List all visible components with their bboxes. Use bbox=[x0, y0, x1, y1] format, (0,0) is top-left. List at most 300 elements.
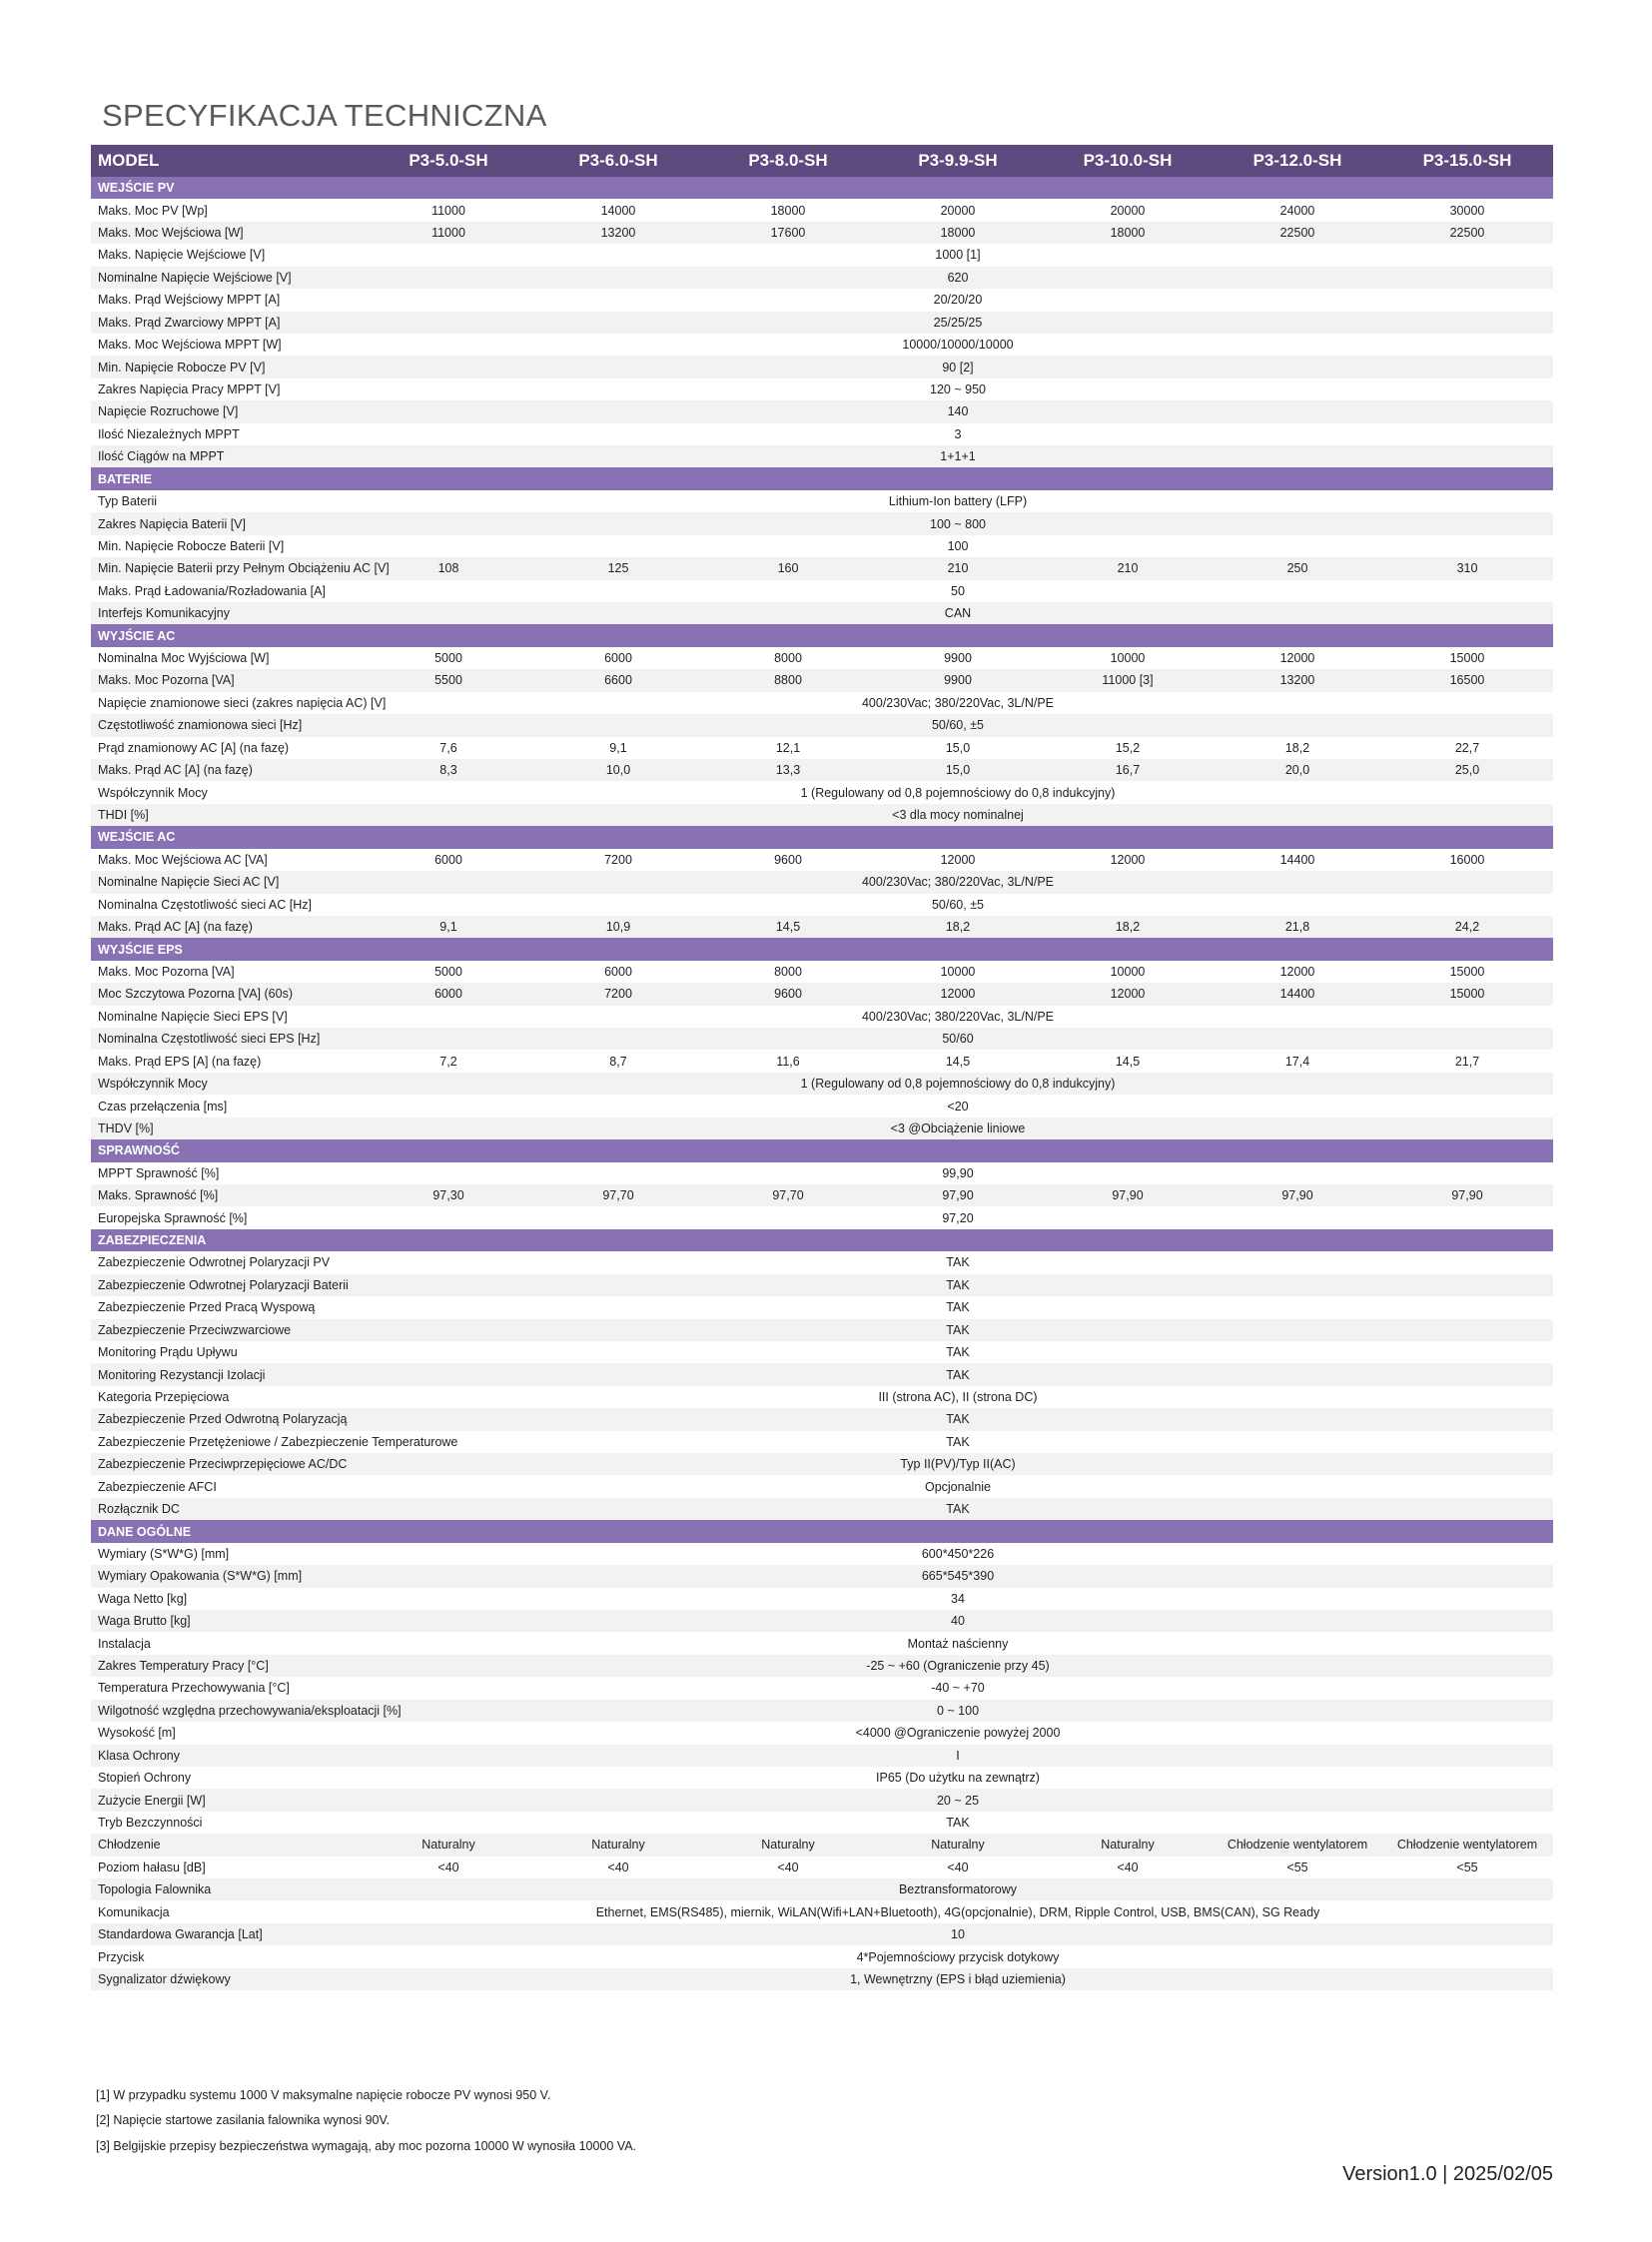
row-value: 12000 bbox=[1110, 987, 1146, 1002]
row-label: THDV [%] bbox=[98, 1121, 154, 1135]
row-value: Chłodzenie wentylatorem bbox=[1396, 1838, 1538, 1853]
row-value: Naturalny bbox=[761, 1838, 815, 1853]
version-label: Version1.0 | 2025/02/05 bbox=[1342, 2163, 1553, 2185]
row-label: Zabezpieczenie Przeciwzwarciowe bbox=[98, 1322, 292, 1337]
row-value: 6600 bbox=[604, 673, 632, 688]
row-value-merged: TAK bbox=[946, 1502, 970, 1517]
row-label: THDI [%] bbox=[98, 808, 149, 823]
row-value-merged: Typ II(PV)/Typ II(AC) bbox=[900, 1457, 1016, 1472]
row-value-merged: 20/20/20 bbox=[933, 293, 983, 308]
row-value: 20000 bbox=[940, 203, 976, 218]
table-row bbox=[91, 1296, 1553, 1318]
row-value: Naturalny bbox=[931, 1838, 985, 1853]
row-value: 18000 bbox=[1110, 226, 1146, 241]
row-value: 11000 [3] bbox=[1102, 673, 1154, 688]
model-header-p3-6.0-sh: P3-6.0-SH bbox=[578, 151, 658, 170]
row-value: 97,90 bbox=[1281, 1188, 1313, 1203]
row-value: 8000 bbox=[774, 651, 802, 666]
row-label: Moc Szczytowa Pozorna [VA] (60s) bbox=[98, 987, 293, 1002]
row-label: Zabezpieczenie AFCI bbox=[98, 1479, 217, 1494]
section-header: WYJŚCIE AC bbox=[91, 624, 1553, 646]
row-label: Współczynnik Mocy bbox=[98, 785, 208, 800]
row-value: 13200 bbox=[600, 226, 636, 241]
row-value-merged: Montaż naścienny bbox=[907, 1636, 1009, 1651]
row-label: Standardowa Gwarancja [Lat] bbox=[98, 1927, 263, 1942]
table-row bbox=[91, 423, 1553, 445]
row-value: 9600 bbox=[774, 852, 802, 867]
row-label: Waga Brutto [kg] bbox=[98, 1614, 191, 1629]
row-label: Klasa Ochrony bbox=[98, 1748, 180, 1763]
table-row bbox=[91, 1028, 1553, 1050]
row-value: 16500 bbox=[1449, 673, 1485, 688]
row-value: 6000 bbox=[434, 987, 462, 1002]
row-value-merged: 10000/10000/10000 bbox=[902, 338, 1014, 353]
row-value: 12000 bbox=[940, 987, 976, 1002]
row-value: 9900 bbox=[944, 673, 972, 688]
table-row bbox=[91, 1923, 1553, 1945]
table-header-row bbox=[91, 145, 1553, 177]
row-value: 97,70 bbox=[772, 1188, 804, 1203]
row-value: 13200 bbox=[1279, 673, 1315, 688]
row-label: Poziom hałasu [dB] bbox=[98, 1860, 206, 1874]
row-label: Zabezpieczenie Odwrotnej Polaryzacji Baterii bbox=[98, 1277, 349, 1292]
row-value: 14,5 bbox=[775, 920, 801, 935]
footnote-3: [3] Belgijskie przepisy bezpieczeństwa wymagają, aby moc pozorna 10000 W wynosiła 10000 VA. bbox=[96, 2139, 637, 2153]
table-row bbox=[91, 1050, 1553, 1072]
table-row bbox=[91, 490, 1553, 512]
row-value: 5500 bbox=[434, 673, 462, 688]
row-label: Stopień Ochrony bbox=[98, 1771, 192, 1786]
table-row bbox=[91, 1251, 1553, 1273]
row-label: Instalacja bbox=[98, 1636, 151, 1651]
table-row bbox=[91, 602, 1553, 624]
row-value: 12000 bbox=[1279, 964, 1315, 979]
row-value: 310 bbox=[1456, 561, 1478, 576]
row-value: <40 bbox=[607, 1860, 629, 1874]
row-value: 17600 bbox=[770, 226, 806, 241]
row-value-merged: <20 bbox=[947, 1099, 969, 1114]
table-row bbox=[91, 1162, 1553, 1184]
table-row bbox=[91, 1095, 1553, 1117]
table-row bbox=[91, 1655, 1553, 1677]
row-label: Zabezpieczenie Przed Pracą Wyspową bbox=[98, 1300, 316, 1315]
row-value-merged: <3 @Obciążenie liniowe bbox=[890, 1121, 1026, 1135]
table-row bbox=[91, 1610, 1553, 1632]
row-value: 14000 bbox=[600, 203, 636, 218]
row-value: 25,0 bbox=[1454, 763, 1480, 778]
row-value-merged: Opcjonalnie bbox=[924, 1479, 991, 1494]
row-value-merged: 1 (Regulowany od 0,8 pojemnościowy do 0,8 indukcyjny) bbox=[800, 1077, 1116, 1092]
row-label: Europejska Sprawność [%] bbox=[98, 1210, 248, 1225]
table-row bbox=[91, 1498, 1553, 1520]
row-value: 12000 bbox=[1110, 852, 1146, 867]
row-label: Nominalna Częstotliwość sieci EPS [Hz] bbox=[98, 1032, 321, 1047]
row-value-merged: TAK bbox=[946, 1367, 970, 1382]
row-label: Maks. Prąd Wejściowy MPPT [A] bbox=[98, 293, 281, 308]
row-label: Maks. Prąd Zwarciowy MPPT [A] bbox=[98, 315, 281, 330]
row-value: 20000 bbox=[1110, 203, 1146, 218]
row-value-merged: <3 dla mocy nominalnej bbox=[892, 808, 1024, 823]
section-header: SPRAWNOŚĆ bbox=[91, 1139, 1553, 1161]
row-label: Wymiary Opakowania (S*W*G) [mm] bbox=[98, 1569, 303, 1584]
section-header: BATERIE bbox=[91, 467, 1553, 489]
table-row bbox=[91, 1767, 1553, 1789]
row-value-merged: 20 ~ 25 bbox=[936, 1793, 980, 1808]
row-value-merged: 400/230Vac; 380/220Vac, 3L/N/PE bbox=[861, 875, 1055, 890]
row-value: 22500 bbox=[1449, 226, 1485, 241]
row-value: 24,2 bbox=[1454, 920, 1480, 935]
row-label: Maks. Moc Wejściowa MPPT [W] bbox=[98, 338, 282, 353]
row-value-merged: 25/25/25 bbox=[933, 315, 983, 330]
row-label: Maks. Napięcie Wejściowe [V] bbox=[98, 248, 266, 263]
row-value: 9,1 bbox=[439, 920, 457, 935]
table-row bbox=[91, 267, 1553, 289]
table-row bbox=[91, 557, 1553, 579]
table-row bbox=[91, 1834, 1553, 1856]
row-value: 10,9 bbox=[605, 920, 631, 935]
row-value-merged: Beztransformatorowy bbox=[898, 1882, 1018, 1897]
row-label: Napięcie Rozruchowe [V] bbox=[98, 404, 239, 419]
model-header-p3-12.0-sh: P3-12.0-SH bbox=[1252, 151, 1342, 170]
row-value: 16000 bbox=[1449, 852, 1485, 867]
table-row bbox=[91, 244, 1553, 266]
row-value-merged: 400/230Vac; 380/220Vac, 3L/N/PE bbox=[861, 1009, 1055, 1024]
table-row bbox=[91, 961, 1553, 983]
table-row bbox=[91, 1453, 1553, 1475]
table-row bbox=[91, 356, 1553, 377]
row-value-merged: 600*450*226 bbox=[921, 1546, 995, 1561]
table-row bbox=[91, 669, 1553, 691]
row-label: Maks. Prąd Ładowania/Rozładowania [A] bbox=[98, 583, 326, 598]
row-value: 8000 bbox=[774, 964, 802, 979]
row-value-merged: 120 ~ 950 bbox=[930, 382, 986, 396]
row-value-merged: 40 bbox=[951, 1614, 965, 1629]
row-value: 11000 bbox=[431, 226, 465, 241]
row-value: <40 bbox=[777, 1860, 799, 1874]
row-value: 7200 bbox=[604, 987, 632, 1002]
row-label: Współczynnik Mocy bbox=[98, 1077, 208, 1092]
row-label: Zakres Napięcia Baterii [V] bbox=[98, 516, 246, 531]
row-value: 5000 bbox=[434, 964, 462, 979]
row-value: 9,1 bbox=[609, 740, 627, 755]
row-value: 9600 bbox=[774, 987, 802, 1002]
row-value: 18,2 bbox=[1284, 740, 1310, 755]
model-header-p3-5.0-sh: P3-5.0-SH bbox=[409, 151, 488, 170]
row-value-merged: TAK bbox=[946, 1277, 970, 1292]
table-row bbox=[91, 804, 1553, 826]
table-row bbox=[91, 781, 1553, 803]
row-label: Napięcie znamionowe sieci (zakres napięcia AC) [V] bbox=[98, 695, 387, 710]
table-row bbox=[91, 1408, 1553, 1430]
row-value-merged: 1000 [1] bbox=[935, 248, 981, 263]
table-row bbox=[91, 737, 1553, 759]
table-row bbox=[91, 1677, 1553, 1699]
row-value: 6000 bbox=[604, 651, 632, 666]
row-label: Wymiary (S*W*G) [mm] bbox=[98, 1546, 230, 1561]
row-label: Waga Netto [kg] bbox=[98, 1591, 188, 1606]
table-row bbox=[91, 1274, 1553, 1296]
row-value: 10000 bbox=[1110, 964, 1146, 979]
row-value-merged: 4*Pojemnościowy przycisk dotykowy bbox=[856, 1949, 1060, 1964]
row-value-merged: TAK bbox=[946, 1300, 970, 1315]
row-value: 9900 bbox=[944, 651, 972, 666]
row-value: 160 bbox=[777, 561, 799, 576]
row-label: Min. Napięcie Baterii przy Pełnym Obciążeniu AC [V] bbox=[98, 561, 390, 576]
table-row bbox=[91, 1543, 1553, 1565]
row-value: Naturalny bbox=[421, 1838, 475, 1853]
table-row bbox=[91, 1588, 1553, 1610]
row-value-merged: 10 bbox=[951, 1927, 965, 1942]
row-value-merged: TAK bbox=[946, 1816, 970, 1830]
row-value: 8,3 bbox=[439, 763, 457, 778]
table-row bbox=[91, 894, 1553, 916]
row-value: 21,8 bbox=[1284, 920, 1310, 935]
row-value: 18,2 bbox=[1115, 920, 1141, 935]
row-label: Wysokość [m] bbox=[98, 1726, 176, 1741]
table-row bbox=[91, 1745, 1553, 1767]
row-value: 7,6 bbox=[439, 740, 457, 755]
row-value-merged: 1 (Regulowany od 0,8 pojemnościowy do 0,8 indukcyjny) bbox=[800, 785, 1116, 800]
row-value: 6000 bbox=[434, 852, 462, 867]
row-value: 15000 bbox=[1449, 651, 1485, 666]
row-label: Nominalne Napięcie Wejściowe [V] bbox=[98, 270, 292, 285]
row-value: 15,0 bbox=[945, 740, 971, 755]
footnote-1: [1] W przypadku systemu 1000 V maksymalne napięcie robocze PV wynosi 950 V. bbox=[96, 2088, 551, 2102]
row-value: 210 bbox=[1117, 561, 1139, 576]
row-value: 10,0 bbox=[605, 763, 631, 778]
table-row bbox=[91, 983, 1553, 1005]
spec-table bbox=[91, 145, 1553, 1990]
row-value: 24000 bbox=[1279, 203, 1315, 218]
row-label: Maks. Moc Pozorna [VA] bbox=[98, 964, 235, 979]
row-value: 210 bbox=[947, 561, 969, 576]
row-label: Wilgotność względna przechowywania/eksploatacji [%] bbox=[98, 1703, 402, 1718]
row-label: Chłodzenie bbox=[98, 1838, 161, 1853]
row-label: Zakres Temperatury Pracy [°C] bbox=[98, 1659, 269, 1674]
row-value-merged: 620 bbox=[947, 270, 969, 285]
row-value-merged: 1, Wewnętrzny (EPS i błąd uziemienia) bbox=[850, 1971, 1066, 1986]
page-title: SPECYFIKACJA TECHNICZNA bbox=[102, 98, 547, 133]
row-value: 14,5 bbox=[1115, 1054, 1141, 1069]
row-value: 18000 bbox=[940, 226, 976, 241]
row-value-merged: 100 ~ 800 bbox=[930, 516, 986, 531]
row-value: Naturalny bbox=[1101, 1838, 1155, 1853]
row-value-merged: <4000 @Ograniczenie powyżej 2000 bbox=[855, 1726, 1061, 1741]
row-label: Ilość Niezależnych MPPT bbox=[98, 426, 240, 441]
row-value-merged: TAK bbox=[946, 1255, 970, 1270]
row-label: Rozłącznik DC bbox=[98, 1502, 180, 1517]
table-row bbox=[91, 1968, 1553, 1990]
row-value: Naturalny bbox=[591, 1838, 645, 1853]
row-value: <40 bbox=[1117, 1860, 1139, 1874]
table-row bbox=[91, 692, 1553, 714]
row-label: Zabezpieczenie Przed Odwrotną Polaryzacją bbox=[98, 1412, 348, 1427]
row-value: 12000 bbox=[1279, 651, 1315, 666]
table-row bbox=[91, 1073, 1553, 1095]
row-value: 21,7 bbox=[1454, 1054, 1480, 1069]
table-row bbox=[91, 1632, 1553, 1654]
row-label: Min. Napięcie Robocze PV [V] bbox=[98, 360, 266, 374]
row-value: 16,7 bbox=[1115, 763, 1141, 778]
row-label: Maks. Moc Wejściowa AC [VA] bbox=[98, 852, 268, 867]
row-label: Typ Baterii bbox=[98, 494, 158, 509]
row-value: 8,7 bbox=[609, 1054, 627, 1069]
row-value-merged: TAK bbox=[946, 1434, 970, 1449]
row-value: 250 bbox=[1286, 561, 1308, 576]
row-value: 11000 bbox=[431, 203, 465, 218]
table-row bbox=[91, 916, 1553, 938]
table-row bbox=[91, 1789, 1553, 1811]
table-row bbox=[91, 1475, 1553, 1497]
row-value: 30000 bbox=[1449, 203, 1485, 218]
model-header-label: MODEL bbox=[98, 151, 160, 170]
row-value-merged: TAK bbox=[946, 1412, 970, 1427]
model-header-p3-8.0-sh: P3-8.0-SH bbox=[748, 151, 828, 170]
table-row bbox=[91, 1431, 1553, 1453]
section-header: WEJŚCIE AC bbox=[91, 826, 1553, 848]
row-label: Monitoring Rezystancji Izolacji bbox=[98, 1367, 266, 1382]
row-value: 22,7 bbox=[1454, 740, 1480, 755]
row-value: 20,0 bbox=[1284, 763, 1310, 778]
row-label: Zabezpieczenie Przetężeniowe / Zabezpieczenie Temperaturowe bbox=[98, 1434, 458, 1449]
row-value: <55 bbox=[1456, 1860, 1478, 1874]
row-value: 11,6 bbox=[776, 1054, 800, 1069]
row-value: 97,90 bbox=[1112, 1188, 1144, 1203]
row-value-merged: 140 bbox=[947, 404, 969, 419]
row-label: Zabezpieczenie Przeciwprzepięciowe AC/DC bbox=[98, 1457, 348, 1472]
table-row bbox=[91, 871, 1553, 893]
row-value-merged: 0 ~ 100 bbox=[936, 1703, 980, 1718]
row-value-merged: 50/60, ±5 bbox=[931, 718, 985, 733]
row-value: 14400 bbox=[1279, 987, 1315, 1002]
row-label: Maks. Prąd AC [A] (na fazę) bbox=[98, 920, 253, 935]
row-value: 18,2 bbox=[945, 920, 971, 935]
row-value-merged: TAK bbox=[946, 1345, 970, 1360]
row-label: Monitoring Prądu Upływu bbox=[98, 1345, 238, 1360]
row-value: <40 bbox=[437, 1860, 459, 1874]
table-row bbox=[91, 1118, 1553, 1139]
row-label: Zabezpieczenie Odwrotnej Polaryzacji PV bbox=[98, 1255, 331, 1270]
row-label: Przycisk bbox=[98, 1949, 145, 1964]
table-row bbox=[91, 1722, 1553, 1744]
row-label: Maks. Moc Pozorna [VA] bbox=[98, 673, 235, 688]
row-label: Nominalne Napięcie Sieci AC [V] bbox=[98, 875, 280, 890]
row-value: 5000 bbox=[434, 651, 462, 666]
row-value-merged: TAK bbox=[946, 1322, 970, 1337]
row-value-merged: 50/60 bbox=[942, 1032, 974, 1047]
row-value: <40 bbox=[947, 1860, 969, 1874]
row-label: Czas przełączenia [ms] bbox=[98, 1099, 228, 1114]
table-row bbox=[91, 378, 1553, 400]
row-label: Sygnalizator dźwiękowy bbox=[98, 1971, 231, 1986]
row-value: 22500 bbox=[1279, 226, 1315, 241]
row-value: 15000 bbox=[1449, 964, 1485, 979]
row-label: Maks. Sprawność [%] bbox=[98, 1188, 219, 1203]
section-header: ZABEZPIECZENIA bbox=[91, 1229, 1553, 1251]
row-value: 10000 bbox=[940, 964, 976, 979]
table-row bbox=[91, 1878, 1553, 1900]
row-label: Kategoria Przepięciowa bbox=[98, 1389, 230, 1404]
table-row bbox=[91, 400, 1553, 422]
row-value-merged: 3 bbox=[954, 426, 962, 441]
section-header: DANE OGÓLNE bbox=[91, 1520, 1553, 1542]
row-label: Ilość Ciągów na MPPT bbox=[98, 449, 225, 464]
row-label: Maks. Moc Wejściowa [W] bbox=[98, 226, 244, 241]
row-value-merged: 34 bbox=[951, 1591, 965, 1606]
row-value-merged: CAN bbox=[944, 606, 972, 621]
table-row bbox=[91, 1900, 1553, 1922]
row-value-merged: -40 ~ +70 bbox=[931, 1681, 985, 1696]
table-row bbox=[91, 512, 1553, 534]
row-value-merged: 90 [2] bbox=[942, 360, 974, 374]
row-label: Zużycie Energii [W] bbox=[98, 1793, 206, 1808]
row-value: 12,1 bbox=[775, 740, 801, 755]
table-row bbox=[91, 199, 1553, 221]
table-row bbox=[91, 759, 1553, 781]
row-value: 108 bbox=[437, 561, 459, 576]
row-value-merged: III (strona AC), II (strona DC) bbox=[878, 1389, 1038, 1404]
model-header-p3-9.9-sh: P3-9.9-SH bbox=[918, 151, 998, 170]
row-label: MPPT Sprawność [%] bbox=[98, 1165, 220, 1180]
row-value-merged: -25 ~ +60 (Ograniczenie przy 45) bbox=[866, 1659, 1050, 1674]
row-value-merged: 400/230Vac; 380/220Vac, 3L/N/PE bbox=[861, 695, 1055, 710]
row-value: 18000 bbox=[770, 203, 806, 218]
row-label: Temperatura Przechowywania [°C] bbox=[98, 1681, 290, 1696]
table-row bbox=[91, 312, 1553, 334]
table-row bbox=[91, 1319, 1553, 1341]
row-value: 17,4 bbox=[1284, 1054, 1310, 1069]
row-label: Min. Napięcie Robocze Baterii [V] bbox=[98, 538, 285, 553]
row-value: 7,2 bbox=[439, 1054, 457, 1069]
row-value-merged: 1+1+1 bbox=[940, 449, 976, 464]
row-label: Tryb Bezczynności bbox=[98, 1816, 203, 1830]
table-row bbox=[91, 1184, 1553, 1206]
row-value: 125 bbox=[607, 561, 629, 576]
section-header: WEJŚCIE PV bbox=[91, 177, 1553, 199]
table-row bbox=[91, 1206, 1553, 1228]
table-row bbox=[91, 714, 1553, 736]
table-row bbox=[91, 535, 1553, 557]
row-value-merged: Ethernet, EMS(RS485), miernik, WiLAN(Wifi+LAN+Bluetooth), 4G(opcjonalnie), DRM, Ripple Control, USB, BMS(CAN), SG Ready bbox=[595, 1904, 1320, 1919]
row-value-merged: I bbox=[956, 1748, 960, 1763]
table-row bbox=[91, 334, 1553, 356]
table-row bbox=[91, 1700, 1553, 1722]
footnote-2: [2] Napięcie startowe zasilania falownika wynosi 90V. bbox=[96, 2113, 391, 2127]
row-label: Komunikacja bbox=[98, 1904, 170, 1919]
row-label: Maks. Moc PV [Wp] bbox=[98, 203, 208, 218]
row-value: 14400 bbox=[1279, 852, 1315, 867]
model-header-p3-15.0-sh: P3-15.0-SH bbox=[1422, 151, 1512, 170]
table-row bbox=[91, 1857, 1553, 1878]
row-value: 10000 bbox=[1110, 651, 1146, 666]
row-label: Częstotliwość znamionowa sieci [Hz] bbox=[98, 718, 303, 733]
row-value-merged: Lithium-Ion battery (LFP) bbox=[888, 494, 1028, 509]
row-value: 13,3 bbox=[775, 763, 801, 778]
row-value: 97,90 bbox=[942, 1188, 974, 1203]
row-label: Prąd znamionowy AC [A] (na fazę) bbox=[98, 740, 290, 755]
table-row bbox=[91, 222, 1553, 244]
table-row bbox=[91, 1565, 1553, 1587]
row-value-merged: IP65 (Do użytku na zewnątrz) bbox=[876, 1771, 1040, 1786]
row-value: 97,90 bbox=[1451, 1188, 1483, 1203]
row-value: 15,2 bbox=[1115, 740, 1141, 755]
row-value-merged: 99,90 bbox=[942, 1165, 974, 1180]
row-value: 97,30 bbox=[432, 1188, 464, 1203]
table-row bbox=[91, 289, 1553, 311]
section-header: WYJŚCIE EPS bbox=[91, 938, 1553, 960]
table-row bbox=[91, 647, 1553, 669]
model-header-p3-10.0-sh: P3-10.0-SH bbox=[1083, 151, 1173, 170]
